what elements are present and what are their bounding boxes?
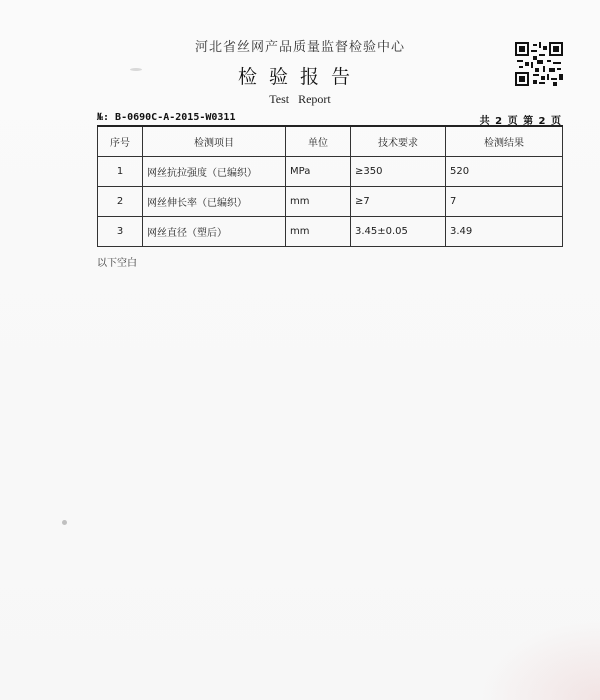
- scan-smudge: [130, 68, 142, 71]
- organization-name: 河北省丝网产品质量监督检验中心: [194, 40, 405, 55]
- results-table: [97, 125, 563, 247]
- cell-item: 网丝伸长率（已编织）: [143, 187, 286, 217]
- cell-requirement: ≥350: [351, 157, 446, 187]
- cell-unit: mm: [286, 187, 351, 217]
- table-row: [98, 157, 563, 187]
- header-result: 检测结果: [446, 126, 563, 157]
- qr-code-icon: [515, 42, 563, 86]
- report-number: №: B-0690C-A-2015-W0311: [97, 112, 236, 123]
- table-row: [98, 187, 563, 217]
- cell-item: 网丝抗拉强度（已编织）: [143, 157, 286, 187]
- cell-result: 7: [446, 187, 563, 217]
- cell-seq: 3: [98, 217, 143, 247]
- cell-unit: MPa: [286, 157, 351, 187]
- cell-seq: 1: [98, 157, 143, 187]
- cell-requirement: ≥7: [351, 187, 446, 217]
- table-row: [98, 217, 563, 247]
- scan-smudge: [62, 520, 67, 525]
- header-item: 检测项目: [143, 126, 286, 157]
- scan-stain: [480, 620, 600, 700]
- cell-result: 520: [446, 157, 563, 187]
- header-unit: 单位: [286, 126, 351, 157]
- cell-seq: 2: [98, 187, 143, 217]
- blank-below-note: 以下空白: [97, 258, 137, 269]
- report-subtitle: Test Report: [269, 92, 331, 106]
- cell-requirement: 3.45±0.05: [351, 217, 446, 247]
- cell-unit: mm: [286, 217, 351, 247]
- header-requirement: 技术要求: [351, 126, 446, 157]
- cell-result: 3.49: [446, 217, 563, 247]
- header-seq: 序号: [98, 126, 143, 157]
- page-count: 共 2 页 第 2 页: [479, 116, 562, 127]
- report-title: 检验报告: [237, 66, 362, 88]
- table-header-row: [98, 126, 563, 157]
- cell-item: 网丝直径（塑后）: [143, 217, 286, 247]
